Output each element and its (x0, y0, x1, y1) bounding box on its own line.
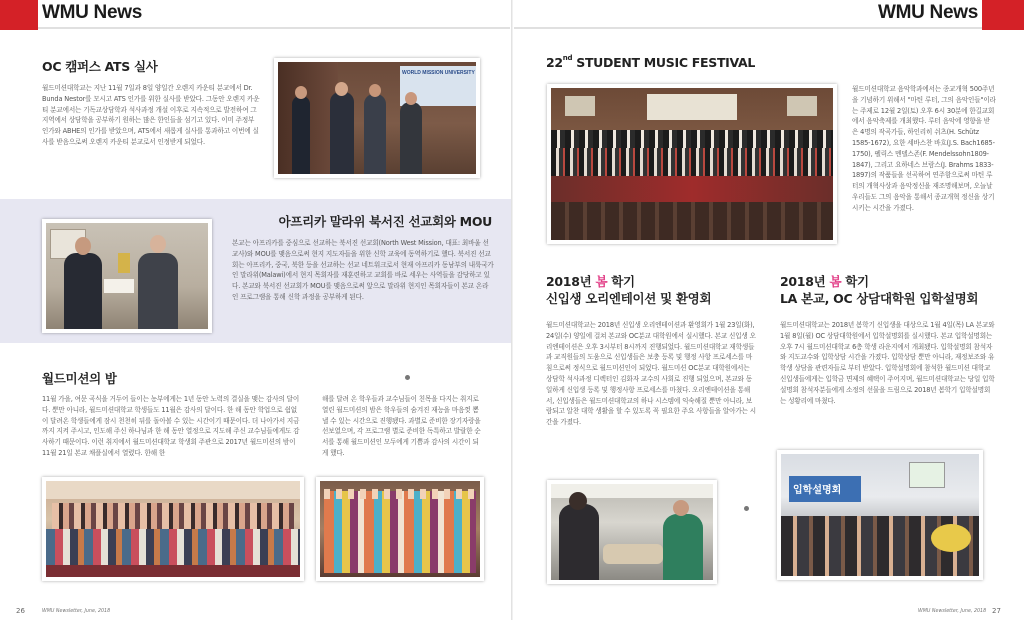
orientation-body: 월드미션대학교는 2018년 신입생 오리엔테이션과 환영회가 1월 23일(화), 24일(수) 양일에 걸쳐 본교와 OC분교 대학원에서 실시했다. 본교 신입생 오리엔테이션은 오후 3시부터 8시까지 진행되었다. 월드미션대학교 재학생들과 교직원들의 도움으로 신입생들은 보충 등록 및 행정 사항 프로세스를 마침으로써 정식으로 월드미션인이 되었다. 월드미션 OC분교 대학원에서는 상담학 석사과정 디렉터인 김화자 교수의 사회로 진행 되었으며, 본교와 동일하게 신입생 등록 및 행정사항 프로세스를 마쳤다. 오리엔테이션을 통해서, 신입생들은 월드미션대학교의 하나 시스템에 익숙해질 뿐만 아니라, 보람되고 알찬 대학 생활을 할 수 있도록 꼭 필요한 주요 사항들을 알아가는 시간을 가졌다. (546, 321, 756, 427)
festival-body: 월드미션대학교 음악학과에서는 종교개혁 500주년을 기념하기 위해서 "마틴 루터, 그의 음악인들"이라는 주제로 12월 2일(토) 오후 6시 30분에 한길교회에서 음악축제를 개최했다. 루터 음악에 영향을 받은 4명의 작곡가들, 하인리히 쉬츠(H. Schütz 1585-1672), 요한 세바스찬 바흐(J.S. Bach1685-1750), 펠릭스 멘델스존(F. Mendelssohn1809-1847), 그리고 요하네스 브람스(J. Brahms 1833-1897)의 작품들을 선곡하여 연주함으로써 마틴 루터의 개혁사상과 음악정신을 재조명해보며, 오늘날 우리들도 그의 음악을 통해서 종교개혁 정신을 상기시키는 시간을 가졌다. (852, 85, 996, 212)
footer-text-right: WMU Newsletter, June, 2018 (918, 609, 987, 614)
page-gutter (511, 0, 513, 620)
page-number-right: 27 (992, 607, 1001, 615)
footer-text-left: WMU Newsletter, June, 2018 (42, 609, 111, 614)
admission-subtitle: LA 본교, OC 상담대학원 입학설명회 (780, 291, 979, 306)
header-title-right: WMU News (878, 2, 978, 23)
night-group-photo (42, 477, 304, 581)
ats-title: OC 캠퍼스 ATS 실사 (42, 59, 158, 74)
night-body-col2: 해를 달려 온 학우들과 교수님들이 친목을 다지는 취지로 열린 월드미션의 밤은 학우들의 숨겨진 재능을 마음껏 뽐낼 수 있는 시간으로 진행됐다. 과별로 준비한 장기자랑을 선보였으며, 각 프로그램 별로 준비한 독특하고 발랄한 순서를 통해 월드미션인 모두에게 기쁨과 감사의 시간이 되게 했다. (322, 395, 481, 457)
decor-dot (405, 375, 410, 380)
spring-flower-icon: 봄 (829, 274, 842, 289)
mou-body: 본교는 아프리카를 중심으로 선교하는 북서진 선교회(North West Mission, 대표: 최바울 선교사)와 MOU를 맺음으로써 현지 지도자들을 위한 신학 교육에 동역하기로 했다. 북서진 선교회는 아프리카, 중국, 북한 등을 선교하는 선교 네트워크로서 현재 아프리카 동남부의 내륙국가인 말라위(Malawi)에서 현지 목회자를 재훈련하고 교회를 바로 세우는 사역들을 감당하고 있다. 본교와 북서진 선교회가 MOU를 맺음으로써 앞으로 말라위 현지인 목회자들이 본교 온라인 프로그램을 통해 신학 과정을 공부하게 된다. (232, 239, 494, 301)
header-rule-left (38, 27, 510, 29)
ats-photo (274, 58, 480, 178)
admission-heading: 2018년 봄 학기 (780, 274, 869, 289)
night-performance-photo (316, 477, 484, 581)
night-body-col1: 11월 가을, 여문 곡식을 거두어 들이는 농부에게는 1년 동안 노력의 결실을 맺는 감사의 달이다. 뿐만 아니라, 월드미션대학교 학생들도 11월은 감사의 달이다. 한 해 동안 학업으로 쉼없이 달려온 학생들에게 잠시 천천히 뒤를 돌아볼 수 있는 시간이기 때문이다. 더 나아가서 지금까지 지켜 주시고, 인도해 주신 하나님과 한 해 동안 열정으로 지도해 주신 교수님들에게도 감사하기 때문이다. 이런 취지에서 월드미션대학교 학생회 주관으로 2017년 월드미션의 밤이 11월 21일 본교 채플실에서 열렸다. 한해 한 (42, 395, 300, 457)
header-rule-right (514, 27, 982, 29)
orientation-photo (547, 480, 717, 584)
night-title: 월드미션의 밤 (42, 371, 117, 386)
decor-dot (744, 506, 749, 511)
header-title-left: WMU News (42, 2, 142, 23)
orientation-subtitle: 신입생 오리엔테이션 및 환영회 (546, 291, 712, 306)
festival-title: 22nd STUDENT MUSIC FESTIVAL (546, 54, 756, 70)
festival-photo (547, 84, 837, 244)
admission-photo (777, 450, 983, 580)
ats-photo-sign: WORLD MISSION UNIVERSITY (402, 70, 475, 76)
admission-body: 월드미션대학교는 2018년 봄학기 신입생을 대상으로 1월 4일(목) LA 본교와 1월 8일(월) OC 상담대학원에서 입학설명회를 실시했다. 본교 입학설명회는 오후 7시 월드미션대학교 6층 학생 라운지에서 개최됐다. 입학설명회 참석자와 지도교수와 입학상담 시간을 가졌다. 입학상담 뿐만 아니라, 재정보조와 유학생 상담을 관련자들로 부터 받았다. 입학설명회에 참석한 월드미션 대학교 신입생들에게는 입학금 면제의 혜택이 주어지며, 월드미션대학교는 당일 입학설명회 참석자분들에게 소정의 선물을 드림으로 2018년 봄학기 입학설명회는 성황리에 마쳤다. (780, 321, 995, 405)
header-accent-right (982, 0, 1024, 30)
page-number-left: 26 (16, 607, 25, 615)
mou-title: 아프리카 말라위 북서진 선교회와 MOU (278, 214, 492, 229)
ats-body: 월드미션대학교는 지난 11월 7일과 8일 양일간 오렌지 카운티 분교에서 Dr. Bunda Nestor를 모시고 ATS 인가를 위한 실사를 받았다. 그동안 오렌지 카운티 분교에서는 기독교상담학과 석사과정 개설 이후로 지속적으로 발전하여 그 지역에서 상담학을 공부하기 원하는 많은 한인들을 섬기고 있다. 이미 주정부 인가와 ABHE의 인가를 받았으며, ATS에서 새롭게 실사를 통과하고 이번에 실사를 받음으로써 오렌지 카운티 분교로서 인정받게 되었다. (42, 84, 260, 146)
admission-banner: 입학설명회 (793, 485, 842, 496)
header-accent-left (0, 0, 38, 30)
spring-flower-icon: 봄 (595, 274, 608, 289)
orientation-heading: 2018년 봄 학기 (546, 274, 635, 289)
mou-photo (42, 219, 212, 333)
